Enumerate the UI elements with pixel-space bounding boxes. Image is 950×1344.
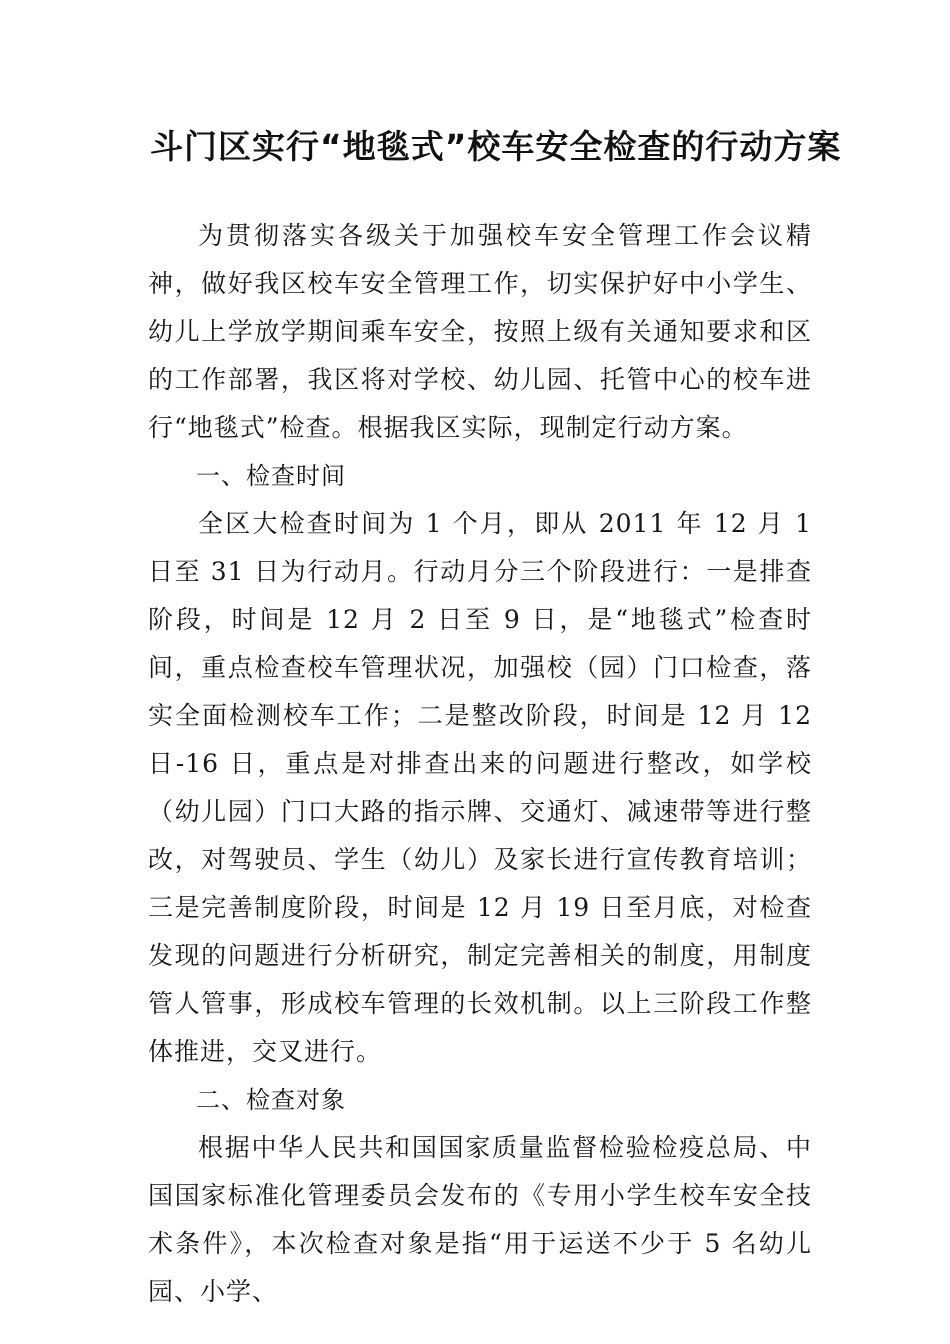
inspection-object-paragraph: 根据中华人民共和国国家质量监督检验检疫总局、中国国家标准化管理委员会发布的《专用小学生校车安全技术条件》，本次检查对象是指“用于运送不少于 5 名幼儿园、小学、 xyxy=(148,1133,812,1306)
inspection-time-paragraph: 全区大检查时间为 1 个月，即从 2011 年 12 月 1 日至 31 日为行动月。行动月分三个阶段进行：一是排查阶段，时间是 12 月 2 日至 9 日，是“地毯式”检查时间，重点检查校车管理状况，加强校（园）门口检查，落实全面检测校车工作；二是整改阶段，时间是 12 月 12 日-16 日，重点是对排查出来的问题进行整改，如学校（幼儿园）门口大路的指示牌、交通灯、减速带等进行整改，对驾驶员、学生（幼儿）及家长进行宣传教育培训；三是完善制度阶段，时间是 12 月 19 日至月底，对检查发现的问题进行分析研究，制定完善相关的制度，用制度管人管事，形成校车管理的长效机制。以上三阶段工作整体推进，交叉进行。 xyxy=(148,509,812,1066)
section-heading-inspection-time: 一、检查时间 xyxy=(196,462,346,490)
document-body xyxy=(148,212,812,1316)
section-heading-inspection-object: 二、检查对象 xyxy=(196,1086,346,1114)
intro-paragraph: 为贯彻落实各级关于加强校车安全管理工作会议精神，做好我区校车安全管理工作，切实保护好中小学生、幼儿上学放学期间乘车安全，按照上级有关通知要求和区的工作部署，我区将对学校、幼儿园、托管中心的校车进行“地毯式”检查。根据我区实际，现制定行动方案。 xyxy=(148,221,812,442)
document-title: 斗门区实行“地毯式”校车安全检查的行动方案 xyxy=(150,127,842,167)
